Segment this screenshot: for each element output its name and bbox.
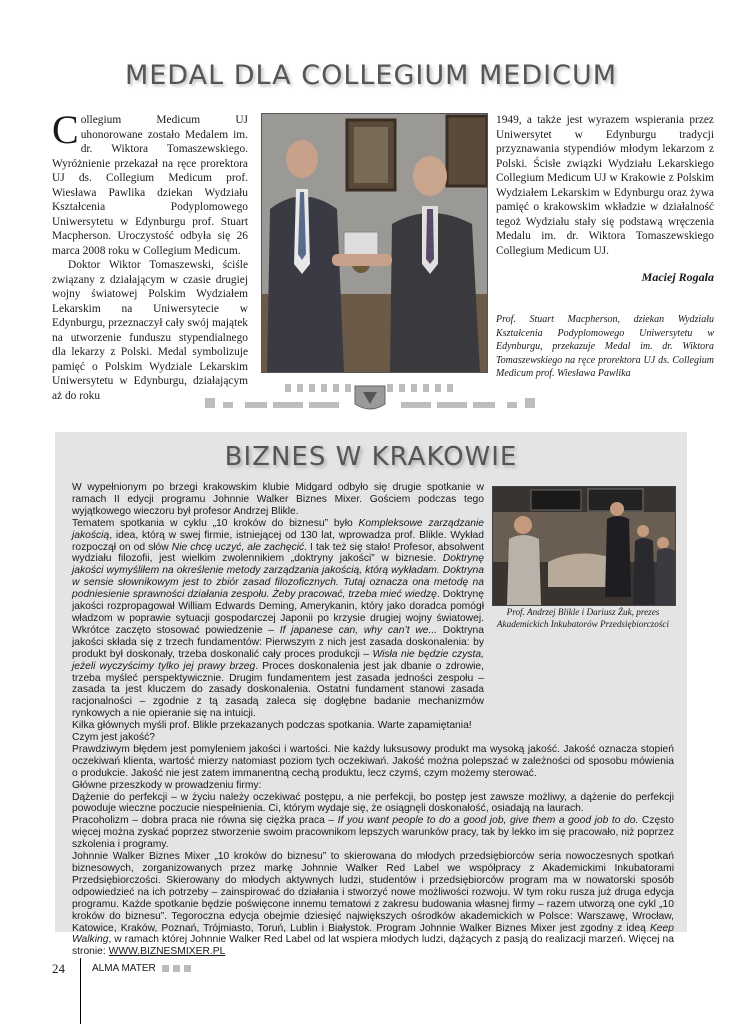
article1-author: Maciej Rogala xyxy=(641,270,714,284)
article1-photo-caption: Prof. Stuart Macpherson, dziekan Wydziału Kształcenia Podyplomowego Uniwersytetu w Edynburgu, przekazuje Medal im. dr. Wiktora Tomaszewskiego na ręce prorektora UJ ds. Collegium Medicum prof. Wiesława Pawlika xyxy=(496,314,714,379)
article1-paragraph: ollegium Medicum UJ uhonorowane zostało Medalem im. dr. Wiktora Tomaszewskiego. Wyróżnienie przekazał na ręce prorektora UJ ds. Collegium Medicum prof. Wiesława Pawlika dziekan Wydziału Kształcenia Podyplomowego Uniwersytetu w Edynburgu prof. Stuart Macpherson. Uroczystość odbyła się 26 marca 2008 roku w Collegium Medicum. xyxy=(52,114,248,257)
article2-paragraph: Główne przeszkody w prowadzeniu firmy: xyxy=(72,779,262,791)
article2-paragraph xyxy=(72,851,674,958)
text-run: , w ramach której Johnnie Walker Red Label od lat wspiera młodych ludzi, dążących z pasją do realizacji marzeń. Więcej na stronie: xyxy=(72,934,674,958)
ornament-divider xyxy=(205,382,535,414)
article2-paragraph: W wypełnionym po brzegi krakowskim klubie Midgard odbyło się drugie spotkanie w ramach II edycji programu Johnnie Walker Biznes Mixer. Gościem podczas tego wyjątkowego wieczoru był profesor Andrzej Blikle. xyxy=(72,482,484,517)
footer-square-icon xyxy=(184,965,191,972)
dropcap: C xyxy=(52,107,79,152)
article1-column-right xyxy=(496,113,714,258)
page-number: 24 xyxy=(52,961,65,976)
text-run: Kompleksowe zarządzanie jakością xyxy=(72,517,484,541)
text-run: . I tak też się stało! Profesor, absolwent wydziału filozofii, jest wielkim zwolennikiem „doktryny jakości” w biznesie. xyxy=(72,541,484,565)
article2-paragraph xyxy=(72,518,484,720)
text-run: , idea, którą w swej firmie, istniejącej od 130 lat, wprowadza prof. Blikle. Wykład rozpoczął on od słów xyxy=(72,529,484,553)
article2-title: BIZNES W KRAKOWIE xyxy=(224,442,518,472)
text-run: Często więcej można zyskać poprzez stworzenie swoim pracownikom lepszych warunków pracy, tak by lekko im się pracowało, niż poprzez szkolenia i programy. xyxy=(72,815,674,851)
footer-square-icon xyxy=(162,965,169,972)
biznesmixer-link[interactable]: WWW.BIZNESMIXER.PL xyxy=(108,946,226,958)
text-run: Pracoholizm – dobra praca nie równa się ciężka praca – xyxy=(72,815,338,827)
article1-column-left xyxy=(52,107,248,403)
text-run: . Proces doskonalenia jest jak dbanie o zdrowie, trzeba myśleć perspektywicznie. Drugim fundamentem jest zasada jedności zespołu – zasada ta jest kluczem do zasady doskonalenia. Ostatni fundament stanowi zasada racjonalności – zgodnie z tą zasadą zaleca się dogłębne badanie mechanizmów rynkowych a nie opieranie się na intuicji. xyxy=(72,660,485,720)
article2-paragraph: Prawdziwym błędem jest pomyleniem jakości i wartości. Nie każdy luksusowy produkt ma wysoką jakość. Jakość oznacza stopień oczekiwań klienta, wartość mierzy natomiast poziom tych oczekiwań. Jakość można polepszać w zależności od sposobu mówienia o produkcie. Jakość nie jest zatem immanentną cechą produktu, lecz czymś, czym możemy sterować. xyxy=(72,743,674,779)
text-run: If japanese can, why can’t we... xyxy=(279,624,438,636)
footer-square-icon xyxy=(173,965,180,972)
article1-title: MEDAL DLA COLLEGIUM MEDICUM xyxy=(124,60,618,91)
footer-divider xyxy=(80,958,81,1024)
article2-paragraph: Czym jest jakość? xyxy=(72,732,155,744)
article1-paragraph: Doktor Wiktor Tomaszewski, ściśle związany z działającym w czasie drugiej wojny światowej Polskim Wydziałem Lekarskim na Uniwersytecie w Edynburgu, przeznaczył cały swój majątek na utworzenie funduszu stypendialnego dla lekarzy z Polski. Medal symbolizuje pamięć o Polskim Wydziale Lekarskim Uniwersytetu w Edynburgu, działającym aż do roku xyxy=(52,259,248,402)
text-run: If you want people to do a good job, give them a good job to do. xyxy=(337,815,639,827)
article2-paragraph: Dążenie do perfekcji – w życiu należy oczekiwać postępu, a nie perfekcji, bo postęp jest zawsze możliwy, a dążenie do perfekcji powoduje wieczne poczucie niespełnienia. Ci, którym wydaje się, że osiągnęli doskonałość, osiadają na laurach. xyxy=(72,791,674,815)
text-run: Nie chcę uczyć, ale zachęcić xyxy=(171,541,305,553)
text-run: Johnnie Walker Biznes Mixer „10 kroków do biznesu” to skierowana do młodych przedsiębiorców seria nowoczesnych spotkań biznesowych, zorganizowanych przez markę Johnnie Walker Red Label we współpracy z Akademickimi Inkubatorami Przedsiębiorczości. Skierowany do młodych aktywnych ludzi, studentów i przedsiębiorców program ma w nowatorski sposób odpowiedzieć na ich potrzeby – zainspirować do działania i stworzyć nowe możliwości rozwoju. W tym roku rusza już druga edycja programu. Każde spotkanie będzie poświęcone innemu tematowi z zakresu budowania własnej firmy – razem utworzą one cykl „10 kroków do biznesu”. Tegoroczna edycja obejmie dziesięć największych ośrodków akademickich w Polsce: Warszawę, Wrocław, Katowice, Kraków, Poznań, Trójmiasto, Toruń, Lublin i Białystok. Program Johnnie Walker Biznes Mixer jest zgodny z ideą xyxy=(72,851,674,934)
text-run: Keep Walking xyxy=(72,922,674,946)
article2-paragraph: Kilka głównych myśli prof. Blikle przekazanych podczas spotkania. Warte zapamiętania! xyxy=(72,720,472,732)
medal-ceremony-photo-illustration xyxy=(262,114,487,372)
article2-body xyxy=(72,482,674,958)
text-run: Tematem spotkania w cyklu „10 kroków do biznesu” było xyxy=(72,517,359,529)
text-run: Doktryna jakości składa się z trzech fundamentów: Pierwszym z nich jest zasada doskonalenia: by produkt był doskonały, trzeba doskonalić cały proces produkcji – xyxy=(72,624,484,660)
article2-photo-caption: Prof. Andrzej Blikle i Dariusz Żuk, prezes Akademickich Inkubatorów Przedsiębiorczości xyxy=(496,607,670,629)
article2-paragraph xyxy=(72,815,674,851)
magazine-name: ALMA MATER xyxy=(92,963,156,974)
text-run: . Doktrynę jakości rozpropagował William Edwards Deming, Amerykanin, który jako doradca pomógł władzom w poprawie sytuacji gospodarczej Japonii po krzysie drugiej wojny światowej. Wkrótce zaczęto stosować powiedzenie – xyxy=(72,589,484,636)
text-run: Wisła nie będzie czysta, jeżeli wyczyścimy tylko jej prawy brzeg xyxy=(72,648,484,672)
medal-ceremony-photo xyxy=(261,113,488,373)
article1-paragraph: 1949, a także jest wyrazem wspierania przez Uniwersytet w Edynburgu tradycji przyznawania stypendiów młodym lekarzom z Polski. Ścisłe związki Wydziału Lekarskiego Collegium Medicum UJ w Krakowie z Polskim Wydziałem Lekarskim w Edynburgu oraz żywa pamięć o krakowskim wkładzie w działalność tegoż Wydziału stały się podstawą wręczenia Medalu im. dr. Wiktora Tomaszewskiego Collegium Medicum UJ. xyxy=(496,114,714,257)
text-run: Doktrynę jakości wymyśliłem na określenie metody zarządzania jakością, którą wykładam. Doktryna w sensie słownikowym jest to zbiór zasad filozoficznych. Tutaj oznacza ona metodę na podniesienie sprawności działania zespołu. Żeby pracować, trzeba mieć wiedzę xyxy=(72,553,484,601)
